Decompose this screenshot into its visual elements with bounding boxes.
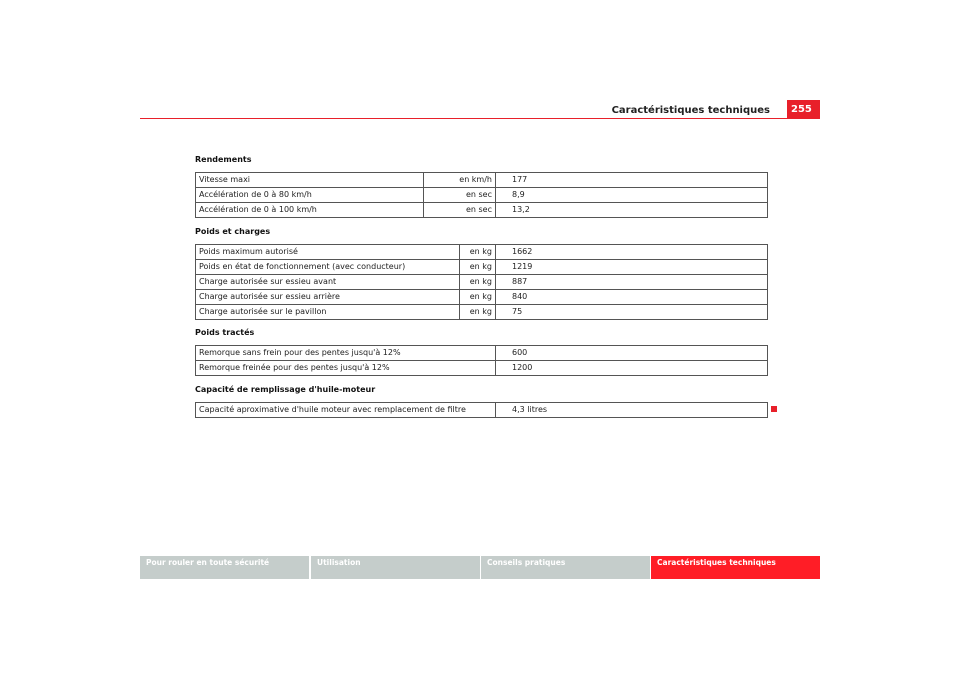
table-row	[196, 245, 768, 260]
table-rendements	[195, 172, 768, 218]
cell-unit: en kg	[459, 260, 495, 275]
section-title-poids-charges: Poids et charges	[195, 227, 271, 236]
cell-value: 600	[496, 346, 768, 361]
tab-utilisation[interactable]: Utilisation	[311, 556, 480, 579]
cell-value: 840	[496, 290, 768, 305]
cell-label: Charge autorisée sur le pavillon	[196, 305, 460, 320]
tab-conseils[interactable]: Conseils pratiques	[481, 556, 650, 579]
cell-label: Accélération de 0 à 80 km/h	[196, 188, 424, 203]
cell-unit: en sec	[423, 188, 495, 203]
cell-label: Charge autorisée sur essieu arrière	[196, 290, 460, 305]
cell-label: Remorque sans frein pour des pentes jusqu'à 12%	[196, 346, 496, 361]
end-marker-icon	[771, 406, 777, 412]
cell-value: 1200	[496, 361, 768, 376]
tab-caracteristiques[interactable]: Caractéristiques techniques	[651, 556, 820, 579]
table-row	[196, 188, 768, 203]
cell-unit: en kg	[459, 305, 495, 320]
table-poids-charges	[195, 244, 768, 320]
table-row	[196, 203, 768, 218]
section-title-huile: Capacité de remplissage d'huile-moteur	[195, 385, 376, 394]
cell-label: Vitesse maxi	[196, 173, 424, 188]
cell-label: Accélération de 0 à 100 km/h	[196, 203, 424, 218]
header-divider	[140, 118, 820, 119]
cell-value: 1662	[496, 245, 768, 260]
cell-value: 1219	[496, 260, 768, 275]
table-poids-tractes	[195, 345, 768, 376]
table-row	[196, 173, 768, 188]
table-row	[196, 346, 768, 361]
table-row	[196, 260, 768, 275]
cell-label: Poids en état de fonctionnement (avec conducteur)	[196, 260, 460, 275]
table-row	[196, 361, 768, 376]
cell-unit: en km/h	[423, 173, 495, 188]
cell-label: Charge autorisée sur essieu avant	[196, 275, 460, 290]
table-huile	[195, 402, 768, 418]
cell-label: Remorque freinée pour des pentes jusqu'à 12%	[196, 361, 496, 376]
section-title-rendements: Rendements	[195, 155, 252, 164]
cell-value: 4,3 litres	[496, 403, 768, 418]
cell-value: 75	[496, 305, 768, 320]
cell-unit: en kg	[459, 245, 495, 260]
cell-label: Capacité aproximative d'huile moteur avec remplacement de filtre	[196, 403, 496, 418]
cell-value: 887	[496, 275, 768, 290]
table-row	[196, 403, 768, 418]
cell-value: 13,2	[496, 203, 768, 218]
section-title-poids-tractes: Poids tractés	[195, 328, 255, 337]
tab-securite[interactable]: Pour rouler en toute sécurité	[140, 556, 309, 579]
cell-label: Poids maximum autorisé	[196, 245, 460, 260]
cell-value: 177	[496, 173, 768, 188]
cell-value: 8,9	[496, 188, 768, 203]
page-number: 255	[787, 100, 820, 118]
page-title: Caractéristiques techniques	[611, 105, 770, 116]
table-row	[196, 305, 768, 320]
cell-unit: en sec	[423, 203, 495, 218]
table-row	[196, 275, 768, 290]
cell-unit: en kg	[459, 290, 495, 305]
table-row	[196, 290, 768, 305]
cell-unit: en kg	[459, 275, 495, 290]
